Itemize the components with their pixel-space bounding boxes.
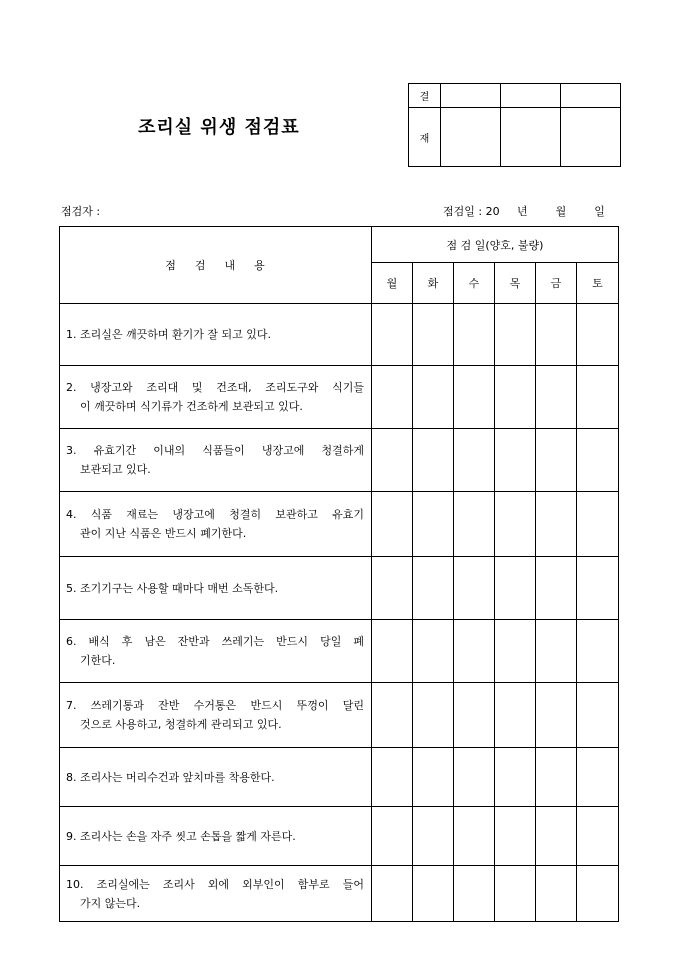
checklist-item <box>60 748 372 807</box>
checklist-item <box>60 807 372 866</box>
check-cell[interactable] <box>577 807 619 866</box>
check-cell[interactable] <box>413 807 454 866</box>
checklist-item <box>60 557 372 620</box>
check-cell[interactable] <box>495 557 536 620</box>
approval-label-top: 결 <box>409 84 441 108</box>
checklist-item-text-continued: 기한다. <box>80 654 116 667</box>
check-cell[interactable] <box>372 620 413 683</box>
checklist-row <box>60 620 619 683</box>
check-cell[interactable] <box>413 866 454 922</box>
checklist-item-text: 10. 조리실에는 조리사 외에 외부인이 함부로 들어 <box>66 877 364 891</box>
checklist-item-text: 8. 조리사는 머리수건과 앞치마를 착용한다. <box>66 770 275 784</box>
approval-signature-cell[interactable] <box>441 108 501 167</box>
day-header: 수 <box>454 263 495 304</box>
checklist-item-text: 3. 유효기간 이내의 식품들이 냉장고에 청결하게 <box>66 444 364 457</box>
check-cell[interactable] <box>454 807 495 866</box>
check-cell[interactable] <box>372 866 413 922</box>
check-cell[interactable] <box>495 807 536 866</box>
checklist-row <box>60 429 619 492</box>
checklist-item-text-continued: 가지 않는다. <box>80 896 141 910</box>
checklist-item <box>60 304 372 366</box>
check-cell[interactable] <box>536 866 577 922</box>
checklist-row <box>60 683 619 748</box>
check-cell[interactable] <box>454 557 495 620</box>
day-header: 금 <box>536 263 577 304</box>
inspector-label: 점검자 : <box>61 205 101 218</box>
check-cell[interactable] <box>577 866 619 922</box>
checklist-item-text: 1. 조리실은 깨끗하며 환기가 잘 되고 있다. <box>66 328 271 341</box>
check-cell[interactable] <box>372 429 413 492</box>
checklist-item-text-continued: 관이 지난 식품은 반드시 폐기한다. <box>80 527 247 540</box>
checklist-row <box>60 866 619 922</box>
check-cell[interactable] <box>413 748 454 807</box>
check-cell[interactable] <box>372 683 413 748</box>
check-cell[interactable] <box>413 683 454 748</box>
checklist-item-text: 6. 배식 후 남은 잔반과 쓰레기는 반드시 당일 폐 <box>66 635 364 648</box>
checklist-item <box>60 429 372 492</box>
check-cell[interactable] <box>536 366 577 429</box>
check-cell[interactable] <box>454 748 495 807</box>
date-header: 점 검 일(양호, 불량) <box>372 227 619 263</box>
check-cell[interactable] <box>577 304 619 366</box>
checklist-item <box>60 620 372 683</box>
approval-label-bottom: 재 <box>409 108 441 167</box>
check-cell[interactable] <box>536 807 577 866</box>
check-cell[interactable] <box>372 304 413 366</box>
day-header: 화 <box>413 263 454 304</box>
check-cell[interactable] <box>454 866 495 922</box>
check-cell[interactable] <box>577 683 619 748</box>
approval-signature-slot[interactable] <box>441 84 501 108</box>
check-cell[interactable] <box>454 366 495 429</box>
checklist-item-text: 7. 쓰레기통과 잔반 수거통은 반드시 뚜껑이 달린 <box>66 699 364 712</box>
check-cell[interactable] <box>372 557 413 620</box>
day-header: 토 <box>577 263 619 304</box>
approval-signature-slot[interactable] <box>561 84 621 108</box>
checklist-row <box>60 366 619 429</box>
checklist-item <box>60 492 372 557</box>
checklist-table <box>59 226 619 922</box>
check-cell[interactable] <box>536 748 577 807</box>
page-title: 조리실 위생 점검표 <box>138 117 300 138</box>
check-cell[interactable] <box>372 492 413 557</box>
checklist-row <box>60 557 619 620</box>
check-cell[interactable] <box>495 748 536 807</box>
check-cell[interactable] <box>577 620 619 683</box>
check-cell[interactable] <box>454 429 495 492</box>
check-cell[interactable] <box>413 492 454 557</box>
checklist-item-text: 9. 조리사는 손을 자주 씻고 손톱을 짧게 자른다. <box>66 829 296 843</box>
day-header: 월 <box>372 263 413 304</box>
checklist-row <box>60 807 619 866</box>
check-cell[interactable] <box>454 304 495 366</box>
check-cell[interactable] <box>413 366 454 429</box>
checklist-item-text-continued: 이 깨끗하며 식기류가 건조하게 보관되고 있다. <box>80 400 303 413</box>
check-cell[interactable] <box>495 304 536 366</box>
checklist-row <box>60 492 619 557</box>
check-cell[interactable] <box>495 429 536 492</box>
check-cell[interactable] <box>577 366 619 429</box>
check-cell[interactable] <box>495 866 536 922</box>
approval-signature-cell[interactable] <box>501 108 561 167</box>
approval-box <box>408 83 621 167</box>
checklist-item-text: 4. 식품 재료는 냉장고에 청결히 보관하고 유효기 <box>66 508 364 521</box>
check-cell[interactable] <box>454 620 495 683</box>
checklist-item-text-continued: 것으로 사용하고, 청결하게 관리되고 있다. <box>80 718 282 731</box>
check-cell[interactable] <box>413 429 454 492</box>
check-cell[interactable] <box>536 557 577 620</box>
check-cell[interactable] <box>577 429 619 492</box>
check-cell[interactable] <box>536 304 577 366</box>
inspection-date-label: 점검일 : 20 년 월 일 <box>443 205 605 218</box>
check-cell[interactable] <box>495 492 536 557</box>
approval-signature-cell[interactable] <box>561 108 621 167</box>
checklist-item-text: 2. 냉장고와 조리대 및 건조대, 조리도구와 식기들 <box>66 381 364 394</box>
checklist-item <box>60 866 372 922</box>
check-cell[interactable] <box>495 620 536 683</box>
checklist-item-text: 5. 조기기구는 사용할 때마다 매번 소독한다. <box>66 581 279 595</box>
check-cell[interactable] <box>577 748 619 807</box>
approval-signature-slot[interactable] <box>501 84 561 108</box>
check-cell[interactable] <box>536 429 577 492</box>
check-cell[interactable] <box>372 366 413 429</box>
check-cell[interactable] <box>495 366 536 429</box>
check-cell[interactable] <box>372 748 413 807</box>
check-cell[interactable] <box>372 807 413 866</box>
checklist-row <box>60 304 619 366</box>
checklist-row <box>60 748 619 807</box>
check-cell[interactable] <box>536 492 577 557</box>
check-cell[interactable] <box>536 620 577 683</box>
checklist-item <box>60 366 372 429</box>
check-cell[interactable] <box>536 683 577 748</box>
check-cell[interactable] <box>413 620 454 683</box>
check-cell[interactable] <box>577 557 619 620</box>
check-cell[interactable] <box>413 304 454 366</box>
check-cell[interactable] <box>577 492 619 557</box>
checklist-item-text-continued: 보관되고 있다. <box>80 463 151 476</box>
check-cell[interactable] <box>454 492 495 557</box>
content-header: 점 검 내 용 <box>60 227 372 304</box>
check-cell[interactable] <box>454 683 495 748</box>
check-cell[interactable] <box>413 557 454 620</box>
check-cell[interactable] <box>495 683 536 748</box>
day-header: 목 <box>495 263 536 304</box>
checklist-item <box>60 683 372 748</box>
